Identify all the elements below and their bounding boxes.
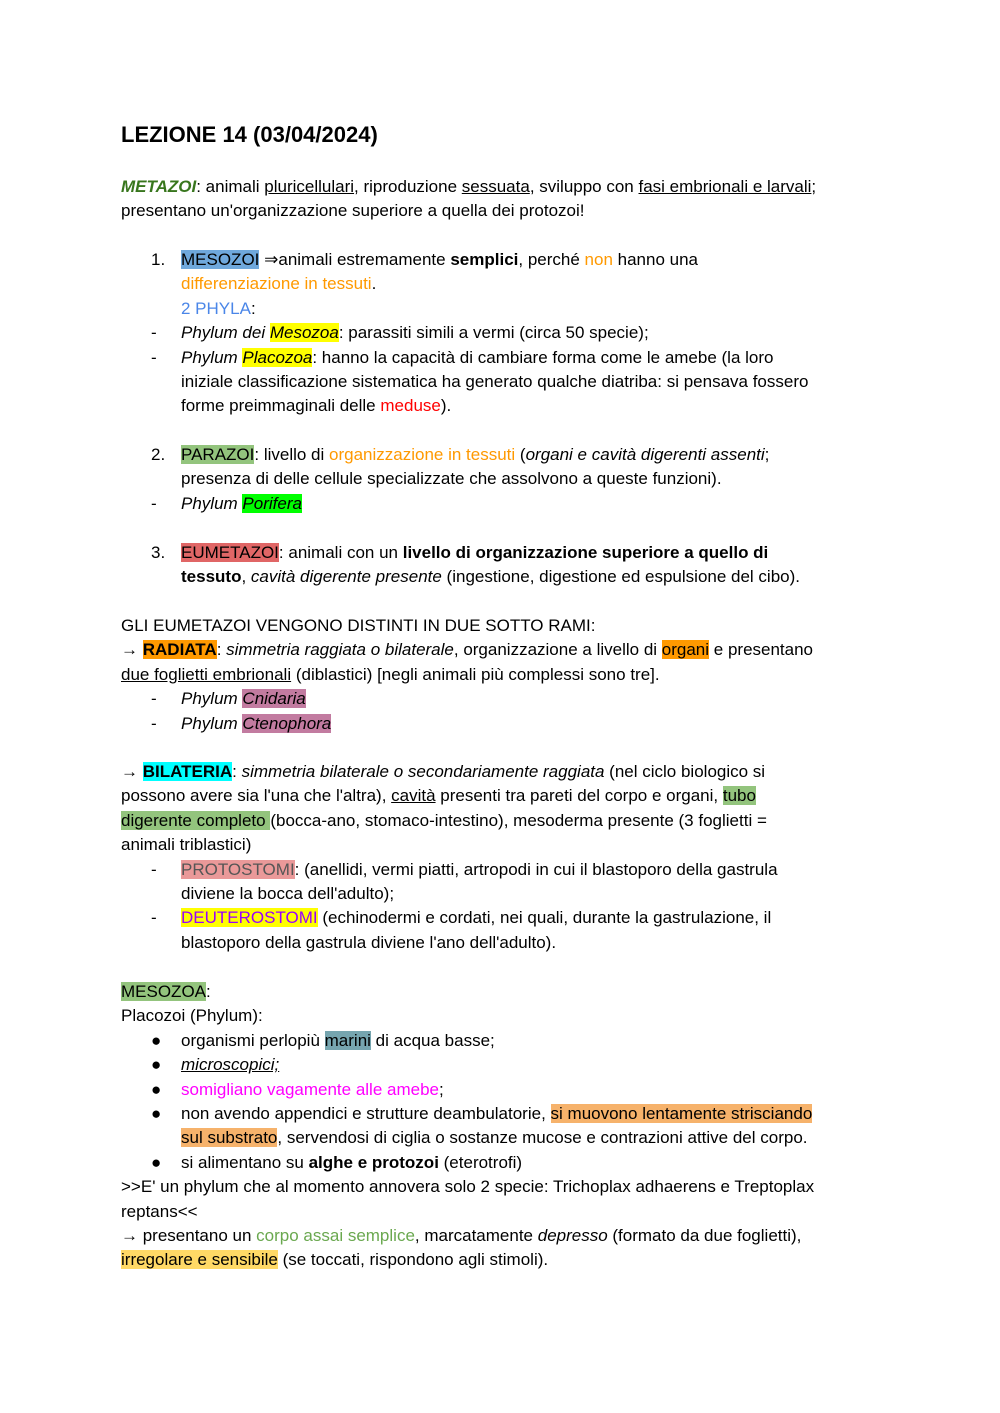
text: , perché — [518, 250, 585, 269]
list-item — [121, 346, 881, 419]
intro-paragraph — [121, 175, 881, 224]
term-eumetazoi: EUMETAZOI — [181, 543, 279, 562]
italic-text: Phylum — [181, 347, 243, 367]
term-placozoa: Placozoa — [242, 347, 313, 367]
italic-text: Phylum dei — [181, 323, 270, 343]
text: possono avere sia l'una che l'altra), — [121, 786, 392, 806]
text: : — [232, 762, 242, 781]
bold-text: tessuto — [181, 567, 242, 587]
section-parazoi — [121, 443, 881, 516]
text: (bocca-ano, stomaco-intestino), mesoderma presente (3 foglietti = — [270, 810, 767, 830]
text: (ingestione, digestione ed espulsione del cibo). — [441, 567, 801, 587]
text: (diblastici) [negli animali più complessi sono tre]. — [291, 664, 660, 684]
text: hanno una — [612, 250, 699, 269]
text: presenza di delle cellule specializzate che assolvono a queste funzioni). — [181, 469, 722, 489]
note-text: reptans<< — [121, 1201, 198, 1221]
highlighted-text: organi — [661, 640, 710, 660]
dash-marker: - — [151, 689, 157, 709]
italic-text: cavità digerente presente — [250, 567, 442, 587]
note-text: >>E' un phylum che al momento annovera solo 2 specie: Trichoplax adhaerens e Treptoplax — [121, 1177, 815, 1197]
dash-marker: - — [151, 713, 157, 733]
italic-text: Phylum — [181, 713, 243, 733]
dash-marker: - — [151, 323, 157, 343]
term-cnidaria: Cnidaria — [242, 689, 306, 709]
term-mesozoa: Mesozoa — [269, 323, 339, 343]
italic-text: simmetria raggiata o bilaterale — [226, 640, 454, 660]
list-number: 3. — [151, 543, 166, 562]
text: forme preimmaginali delle — [181, 396, 381, 416]
term-mesozoi: MESOZOI — [181, 250, 260, 269]
phyla-label: 2 PHYLA — [181, 298, 251, 318]
bullet-icon: ● — [151, 1104, 162, 1124]
term-parazoi: PARAZOI — [181, 445, 255, 464]
highlighted-text: si muovono lentamente strisciando — [550, 1104, 813, 1124]
term-bilateria: BILATERIA — [142, 762, 233, 781]
colored-text: non — [584, 250, 613, 269]
colored-text: organizzazione in tessuti — [329, 445, 516, 464]
term-mesozoa-heading: MESOZOA — [121, 982, 207, 1001]
text: : — [250, 298, 256, 318]
text: : — [206, 982, 211, 1001]
text: (echinodermi e cordati, nei quali, durante la gastrulazione, il — [317, 908, 772, 928]
bullet-item — [121, 1078, 881, 1102]
text: → presentano un — [121, 1226, 257, 1246]
text: , sviluppo con — [529, 177, 639, 196]
highlighted-text: tubo — [722, 786, 756, 806]
text: non avendo appendici e strutture deambulatorie, — [181, 1104, 551, 1124]
term-deuterostomi: DEUTEROSTOMI — [181, 908, 318, 928]
bold-text: semplici — [450, 250, 519, 269]
term-radiata: RADIATA — [142, 640, 217, 660]
term-ctenophora: Ctenophora — [242, 713, 332, 733]
dash-marker: - — [151, 493, 157, 513]
bold-text: livello di organizzazione superiore a quello di — [402, 543, 769, 562]
page-title: LEZIONE 14 (03/04/2024) — [121, 122, 378, 147]
text: , — [241, 567, 251, 587]
text: presenti tra pareti del corpo e organi, — [435, 786, 723, 806]
text: , riproduzione — [354, 177, 462, 196]
text: , servendosi di ciglia o sostanze mucose e contrazioni attive del corpo. — [277, 1128, 808, 1148]
text: presentano un'organizzazione superiore a quella dei protozoi! — [121, 201, 585, 221]
text: , organizzazione a livello di — [453, 640, 662, 660]
underlined-text: fasi embrionali e larvali — [638, 177, 812, 196]
text: ; — [439, 1079, 444, 1099]
underlined-text: due foglietti embrionali — [121, 664, 292, 684]
text: animali estremamente — [278, 250, 451, 269]
underlined-text: pluricellulari — [264, 177, 355, 196]
text: si alimentano su — [181, 1152, 309, 1172]
colored-text: corpo assai semplice — [256, 1226, 415, 1246]
italic-text: simmetria bilaterale o secondariamente raggiata — [241, 762, 605, 781]
text: Placozoi (Phylum): — [121, 1006, 263, 1026]
arrow-icon: → — [121, 640, 143, 660]
highlighted-text: marini — [324, 1030, 371, 1050]
highlighted-text: irregolare e sensibile — [121, 1250, 278, 1270]
section-bilateria — [121, 760, 881, 955]
list-item — [121, 321, 881, 345]
list-item — [121, 906, 881, 955]
text: ). — [440, 396, 452, 416]
section-heading: GLI EUMETAZOI VENGONO DISTINTI IN DUE SOTTO RAMI: — [121, 616, 596, 635]
bullet-item — [121, 1029, 881, 1053]
term-porifera: Porifera — [242, 493, 302, 513]
bullet-icon: ● — [151, 1079, 162, 1099]
italic-text: Phylum — [181, 689, 243, 709]
italic-text: organi e cavità digerenti assenti — [525, 445, 765, 464]
text: ( — [515, 445, 526, 464]
underlined-text: cavità — [391, 786, 436, 806]
text: organismi perlopiù — [181, 1030, 325, 1050]
bullet-item — [121, 1102, 881, 1151]
section-radiata — [121, 614, 881, 736]
text: e presentano — [709, 640, 814, 660]
text: iniziale classificazione sistematica ha generato qualche diatriba: si pensava fossero — [181, 372, 809, 392]
bullet-item — [121, 1053, 881, 1077]
colored-text: meduse — [380, 396, 441, 416]
list-item — [121, 858, 881, 907]
underlined-text: sessuata — [461, 177, 530, 196]
bullet-icon: ● — [151, 1152, 162, 1172]
colored-text: somigliano vagamente alle amebe — [181, 1079, 439, 1099]
section-mesozoa — [121, 980, 881, 1273]
arrow-icon: ⇒ — [259, 250, 279, 269]
list-number: 1. — [151, 250, 166, 269]
text: animali triblastici) — [121, 835, 252, 855]
dash-marker: - — [151, 859, 157, 879]
text: . — [371, 274, 377, 294]
text: : animali con un — [278, 543, 403, 562]
text: blastoporo della gastrula diviene l'ano dell'adulto). — [181, 932, 557, 952]
text: (nel ciclo biologico si — [604, 762, 766, 781]
text: : livello di — [254, 445, 330, 464]
text: , marcatamente — [414, 1226, 538, 1246]
list-item — [121, 687, 881, 711]
text: : animali — [196, 177, 265, 196]
bullet-item — [121, 1151, 881, 1175]
text: : hanno la capacità di cambiare forma come le amebe (la loro — [312, 347, 774, 367]
arrow-icon: → — [121, 762, 143, 781]
text: (formato da due foglietti), — [607, 1226, 802, 1246]
section-eumetazoi — [121, 541, 881, 590]
list-item — [121, 492, 881, 516]
dash-marker: - — [151, 347, 157, 367]
text: ; — [811, 177, 817, 196]
text: ; — [764, 445, 770, 464]
text: : parassiti simili a vermi (circa 50 specie); — [338, 323, 649, 343]
section-mesozoi — [121, 248, 881, 419]
highlighted-text: digerente completo — [121, 810, 271, 830]
term-metazoi: METAZOI — [121, 177, 197, 196]
text: diviene la bocca dell'adulto); — [181, 884, 395, 904]
list-item — [121, 712, 881, 736]
underlined-text: microscopici; — [181, 1055, 280, 1075]
dash-marker: - — [151, 908, 157, 928]
text: (se toccati, rispondono agli stimoli). — [277, 1250, 549, 1270]
list-number: 2. — [151, 445, 166, 464]
text: (eterotrofi) — [438, 1152, 523, 1172]
bullet-icon: ● — [151, 1030, 162, 1050]
italic-text: Phylum — [181, 493, 243, 513]
highlighted-text: sul substrato — [181, 1128, 278, 1148]
text: : — [216, 640, 227, 660]
text: di acqua basse; — [370, 1030, 495, 1050]
bullet-icon: ● — [151, 1055, 162, 1075]
colored-text: differenziazione in tessuti — [181, 274, 372, 294]
italic-text: depresso — [537, 1226, 608, 1246]
term-protostomi: PROTOSTOMI — [181, 859, 295, 879]
bold-text: alghe e protozoi — [308, 1152, 439, 1172]
text: : (anellidi, vermi piatti, artropodi in cui il blastoporo della gastrula — [294, 859, 778, 879]
